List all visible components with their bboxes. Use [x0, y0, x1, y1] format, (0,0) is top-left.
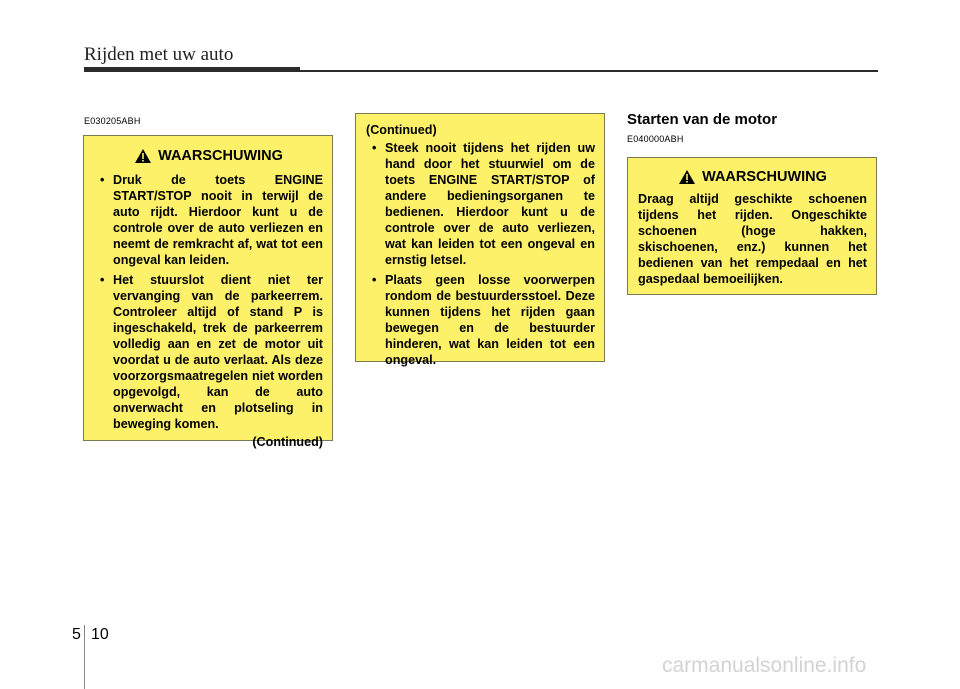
- list-item: • Het stuurslot dient niet ter vervanging van de parkeerrem. Controleer altijd of stand P is ingeschakeld, trek de parkeerrem volledig aan en zet de motor uit voordat u de auto verlaat. Als deze voorzorgsmaatregelen niet worden opgevolgd, kan de auto onverwacht en plotseling in beweging komen.: [94, 272, 323, 432]
- warning-triangle-icon: [678, 169, 696, 185]
- section-code-2: E040000ABH: [627, 134, 684, 144]
- warning-list-2: [366, 140, 595, 368]
- warning-box-3: [627, 157, 877, 295]
- watermark: carmanualsonline.info: [662, 654, 867, 677]
- warning-heading-3: [638, 169, 867, 185]
- header-bar: [84, 67, 300, 72]
- list-item: • Plaats geen losse voorwerpen rondom de bestuurdersstoel. Deze kunnen tijdens het rijden gaan bewegen en de bestuurder hinderen, wat kan leiden tot een ongeval.: [366, 272, 595, 368]
- warning-heading-1: [94, 148, 323, 164]
- section-code-1: E030205ABH: [84, 116, 141, 126]
- warning-title-3: WAARSCHUWING: [702, 169, 827, 185]
- warning-list-1: [94, 172, 323, 432]
- page-number: 10: [91, 626, 109, 643]
- page-header-title: Rijden met uw auto: [84, 44, 234, 65]
- footer-divider: [84, 625, 85, 689]
- header-rule: [300, 70, 878, 72]
- section-title: Starten van de motor: [627, 111, 778, 128]
- continued-label: (Continued): [252, 435, 323, 449]
- warning-text-3: Draag altijd geschikte schoenen tijdens het rijden. Ongeschikte schoenen (hoge hakken, skischoenen, enz.) kunnen het bedienen van het rempedaal en het gaspedaal bemoeilijken.: [638, 192, 867, 286]
- warning-box-2: [355, 113, 605, 367]
- continued-label: (Continued): [366, 123, 437, 137]
- list-item: • Druk de toets ENGINE START/STOP nooit in terwijl de auto rijdt. Hierdoor kunt u de controle over de auto verliezen en neemt de remkracht af, wat tot een ongeval kan leiden.: [94, 172, 323, 268]
- warning-title-1: WAARSCHUWING: [158, 148, 283, 164]
- list-item: • Steek nooit tijdens het rijden uw hand door het stuurwiel om de toets ENGINE START/STOP of andere bedieningsorganen te bedienen. Hierdoor kunt u de controle over de auto verliezen, wat kan leiden tot een ongeval en ernstig letsel.: [366, 140, 595, 268]
- chapter-number: 5: [72, 626, 81, 643]
- warning-box-1: [83, 135, 333, 449]
- warning-triangle-icon: [134, 148, 152, 164]
